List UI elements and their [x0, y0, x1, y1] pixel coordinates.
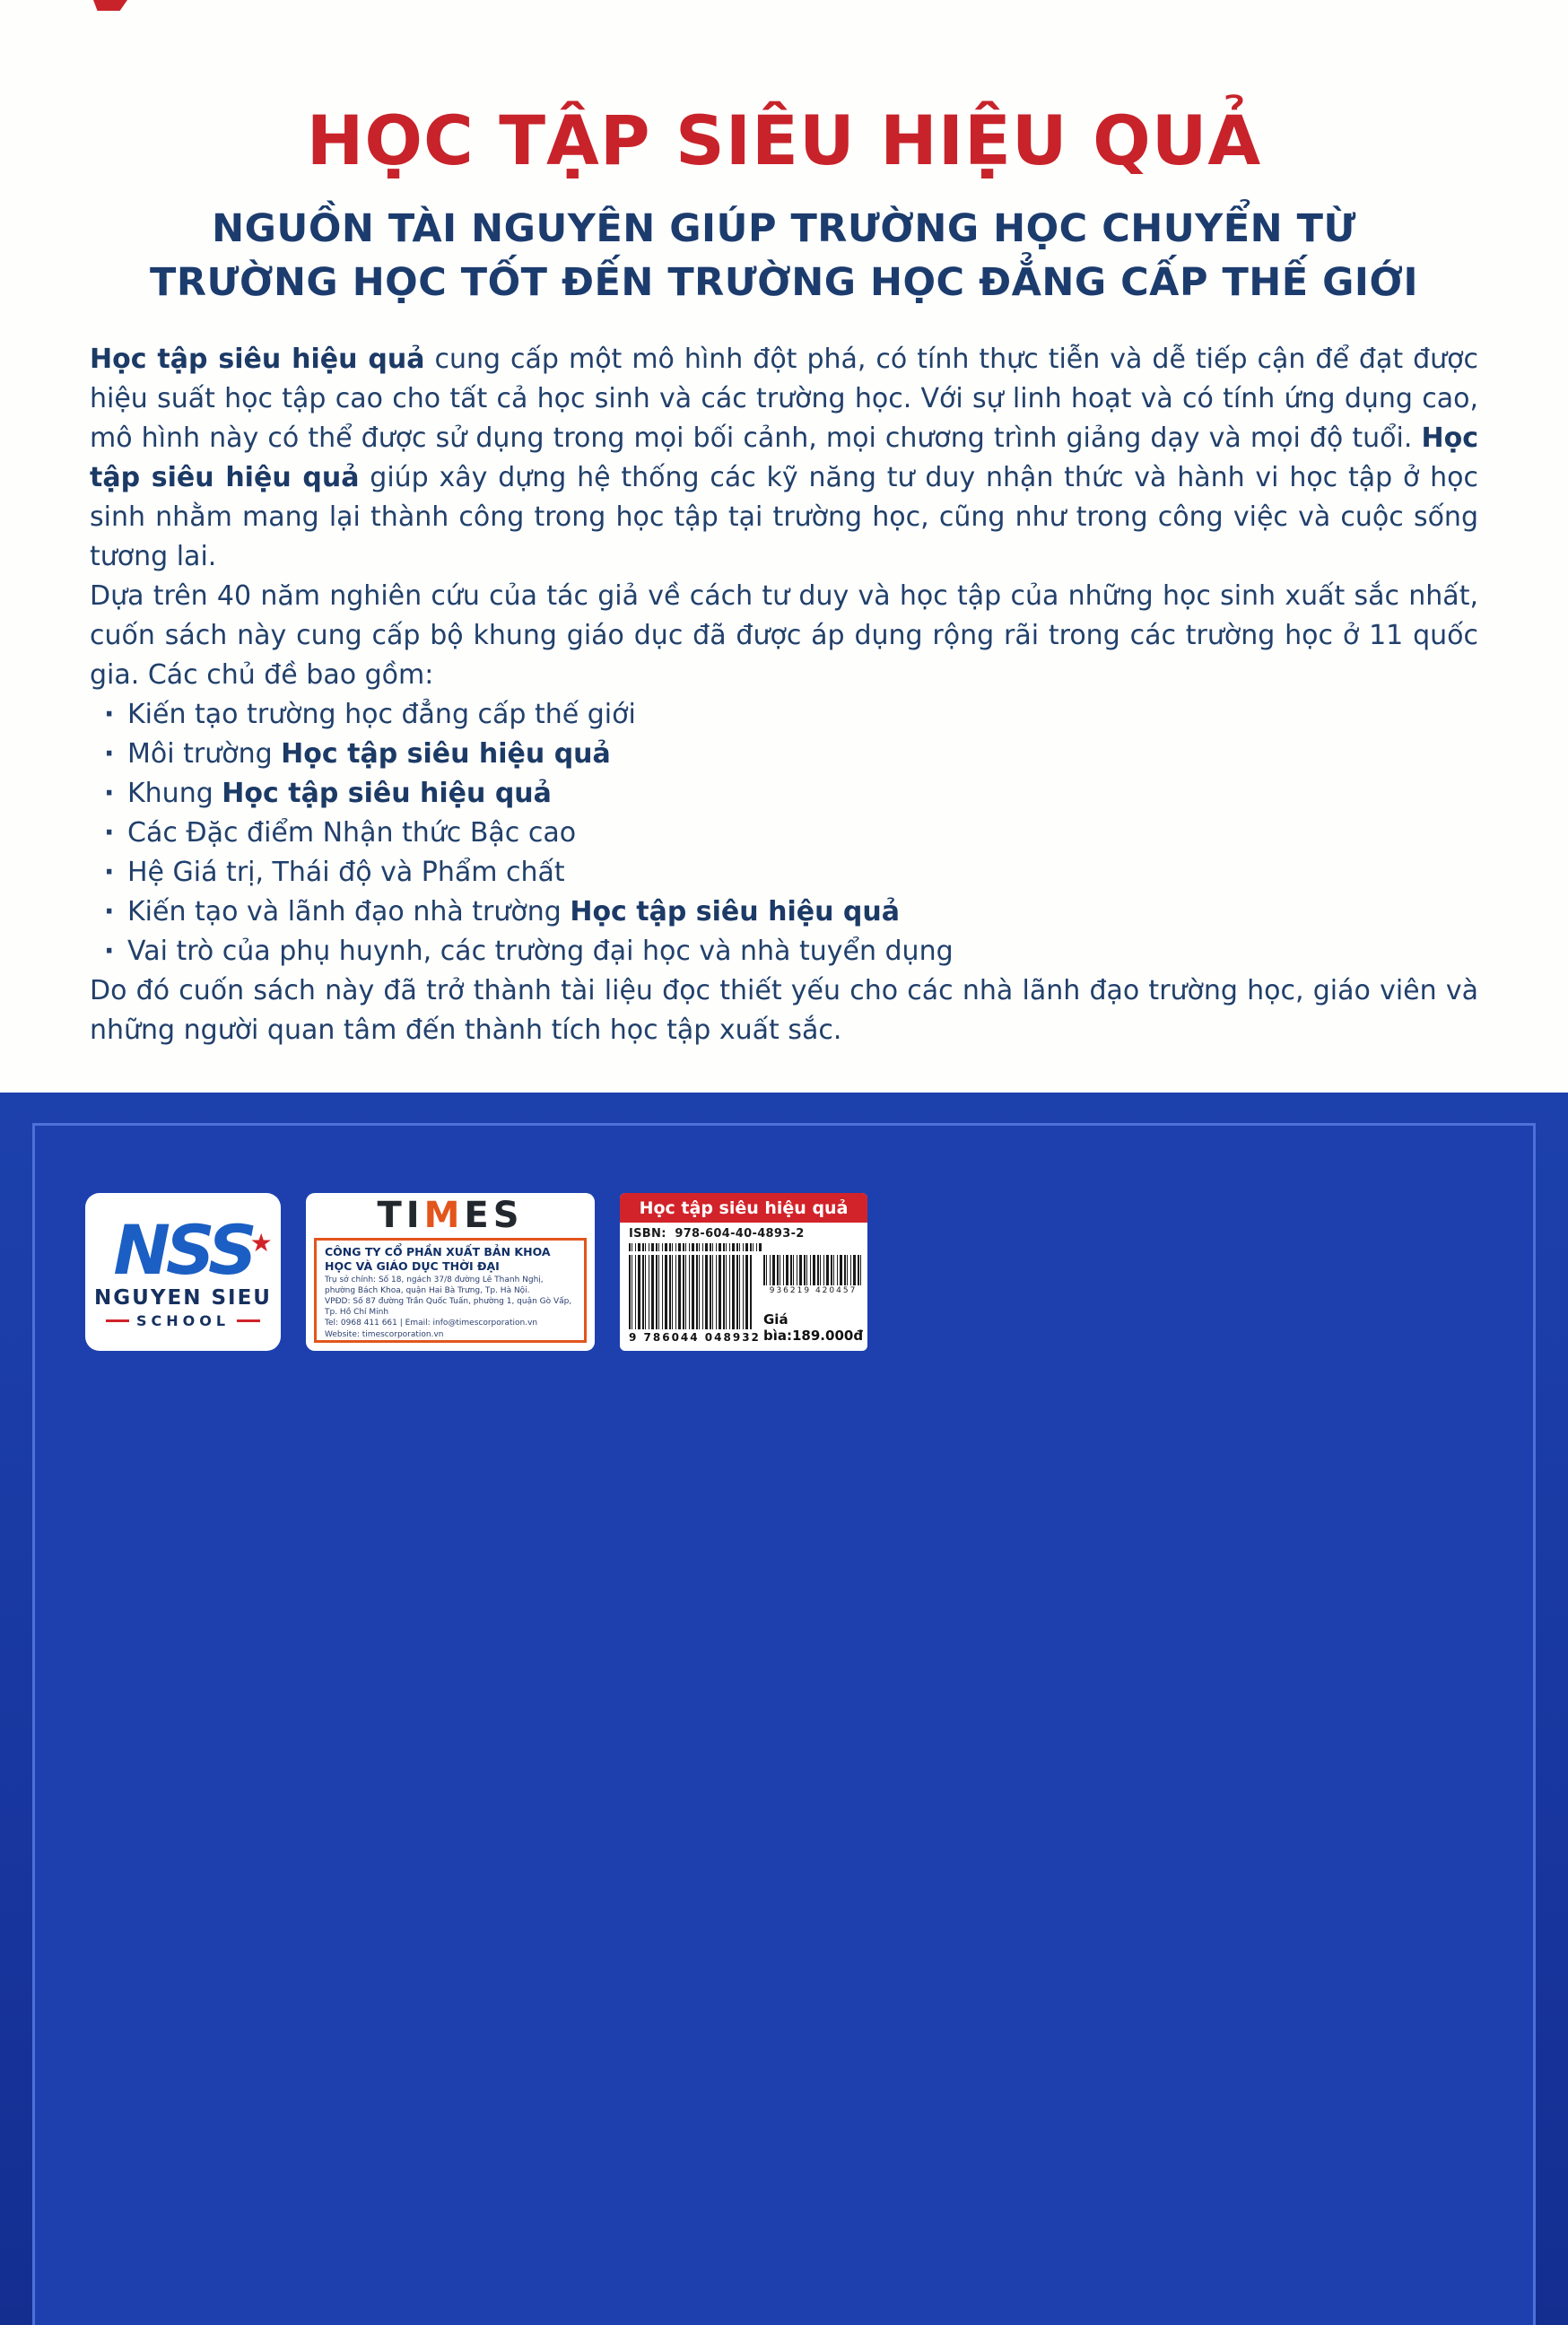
paragraph-intro — [90, 340, 1478, 577]
paragraph-closing: Do đó cuốn sách này đã trở thành tài liệu đọc thiết yếu cho các nhà lãnh đạo trường học, giáo viên và những người quan tâm đến thành tích học tập xuất sắc. — [90, 975, 1478, 1046]
list-item — [90, 814, 1478, 853]
price-label: Giá bìa:189.000đ — [763, 1311, 864, 1344]
publisher-name: CÔNG TY CỔ PHẦN XUẤT BẢN KHOA HỌC VÀ GIÁO DỤC THỜI ĐẠI — [325, 1245, 551, 1273]
book-subtitle — [75, 202, 1493, 309]
subtitle-line-1: NGUỒN TÀI NGUYÊN GIÚP TRƯỜNG HỌC CHUYỂN TỪ — [212, 206, 1356, 251]
decorative-line — [106, 1319, 129, 1322]
list-item-bold: Học tập siêu hiệu quả — [222, 778, 552, 809]
star-icon: ★ — [249, 1227, 273, 1258]
times-logo — [306, 1193, 595, 1238]
list-item-text: Kiến tạo trường học đẳng cấp thế giới — [127, 699, 636, 730]
isbn-label: ISBN: — [629, 1227, 666, 1241]
list-item — [90, 735, 1478, 774]
nss-logo-box — [85, 1193, 281, 1351]
list-item-text: Môi trường — [127, 738, 282, 770]
addon-digits: 936219 420457 — [769, 1286, 858, 1295]
isbn-value: 978-604-40-4893-2 — [675, 1227, 805, 1241]
publisher-address-2: VPĐD: Số 87 đường Trần Quốc Tuấn, phường 1, quận Gò Vấp, Tp. Hồ Chí Minh — [325, 1297, 572, 1317]
bullet-icon: · — [104, 857, 115, 888]
topics-list — [90, 695, 1478, 971]
list-item-bold: Học tập siêu hiệu quả — [570, 896, 900, 927]
bullet-icon: · — [104, 778, 115, 809]
school-name: NGUYEN SIEU — [94, 1285, 272, 1310]
decorative-line — [237, 1319, 260, 1322]
paragraph-text: giúp xây dựng hệ thống các kỹ năng tư duy nhận thức và hành vi học tập ở học sinh nhằm mang lại thành công trong học tập tại trường học, cũng như trong công việc và cuộc sống tương lai. — [90, 462, 1478, 572]
print-mark — [93, 0, 127, 11]
book-title: HỌC TẬP SIÊU HIỆU QUẢ — [306, 100, 1262, 180]
list-item — [90, 774, 1478, 814]
times-logo-m: M — [423, 1195, 465, 1236]
back-cover-text — [90, 340, 1478, 1050]
subtitle-line-2: TRƯỜNG HỌC TỐT ĐẾN TRƯỜNG HỌC ĐẲNG CẤP THẾ GIỚI — [150, 260, 1418, 305]
isbn — [629, 1227, 858, 1241]
list-item-bold: Học tập siêu hiệu quả — [281, 738, 611, 770]
list-item — [90, 695, 1478, 735]
school-word-text: SCHOOL — [135, 1311, 231, 1329]
paragraph-research: Dựa trên 40 năm nghiên cứu của tác giả về cách tư duy và học tập của những học sinh xuất sắc nhất, cuốn sách này cung cấp bộ khung giáo dục đã được áp dụng rộng rãi trong các trường học ở 11 quốc gia. Các chủ đề bao gồm: — [90, 580, 1478, 691]
bullet-icon: · — [104, 936, 115, 967]
footer-band — [0, 1093, 1568, 2325]
footer-boxes — [85, 1193, 867, 1351]
barcode-box — [620, 1193, 867, 1351]
bullet-icon: · — [104, 738, 115, 770]
publisher-address-1: Trụ sở chính: Số 18, ngách 37/8 đường Lê Thanh Nghị, phường Bách Khoa, quận Hai Bà Trưng, Tp. Hà Nội. — [325, 1276, 544, 1295]
publisher-info — [314, 1238, 587, 1343]
barcode-row — [629, 1255, 864, 1344]
publisher-box — [306, 1193, 595, 1351]
nss-acronym-text: NSS — [113, 1209, 253, 1290]
list-item — [90, 893, 1478, 932]
list-item-text: Khung — [127, 778, 222, 809]
times-logo-text: TI — [377, 1195, 424, 1236]
barcode-box-body — [620, 1223, 867, 1351]
bullet-icon: · — [104, 699, 115, 730]
ean-barcode-block — [629, 1255, 761, 1344]
paragraph-text: cung cấp một mô hình đột phá, có tính thực tiễn và dễ tiếp cận để đạt được hiệu suất học tập cao cho tất cả học sinh và các trường học. Với sự linh hoạt và có tính ứng dụng cao, mô hình này có thể được sử dụng trong mọi bối cảnh, mọi chương trình giảng dạy và mọi độ tuổi. — [90, 344, 1478, 454]
book-title-inline: Học tập siêu hiệu quả — [90, 344, 425, 375]
list-item-text: Các Đặc điểm Nhận thức Bậc cao — [127, 817, 577, 849]
isbn-mini-barcode — [629, 1243, 763, 1251]
addon-barcode-block — [763, 1255, 863, 1344]
back-cover-page — [0, 0, 1568, 1093]
book-title-inline: Học tập siêu hiệu quả — [90, 422, 1478, 493]
publisher-contact: Tel: 0968 411 661 | Email: info@timescorporation.vn — [325, 1319, 538, 1328]
list-item-text: Kiến tạo và lãnh đạo nhà trường — [127, 896, 571, 927]
list-item-text: Vai trò của phụ huynh, các trường đại học và nhà tuyển dụng — [127, 936, 954, 967]
nss-logo — [113, 1209, 273, 1290]
bullet-icon: · — [104, 817, 115, 849]
addon-barcode-image — [763, 1255, 863, 1285]
ean-digits: 9 786044 048932 — [629, 1331, 761, 1344]
times-logo-text: ES — [464, 1195, 524, 1236]
list-item-text: Hệ Giá trị, Thái độ và Phẩm chất — [127, 857, 565, 888]
bullet-icon: · — [104, 896, 115, 927]
barcode-box-title: Học tập siêu hiệu quả — [620, 1193, 867, 1223]
publisher-website: Website: timescorporation.vn — [325, 1329, 444, 1339]
list-item — [90, 932, 1478, 971]
school-word — [106, 1312, 260, 1329]
list-item — [90, 853, 1478, 893]
ean-barcode-image — [629, 1255, 753, 1329]
